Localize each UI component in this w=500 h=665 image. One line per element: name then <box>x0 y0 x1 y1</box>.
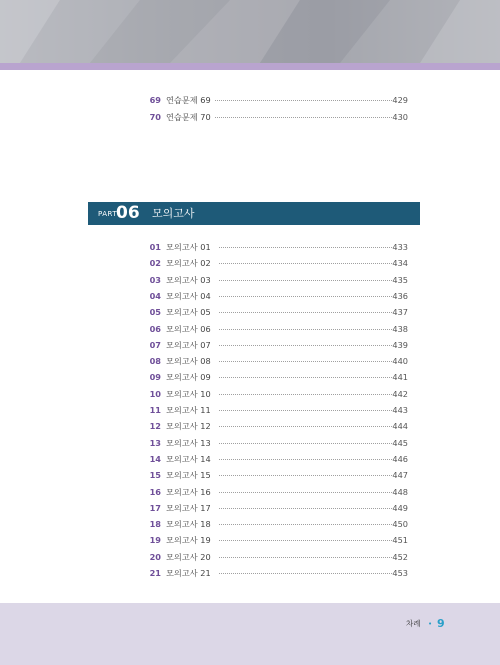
dot-leader <box>219 573 392 574</box>
dot-leader <box>219 296 392 297</box>
entry-number: 14 <box>149 453 161 464</box>
entry-title: 모의고사 05 <box>166 307 211 318</box>
entry-page: 450 <box>392 519 408 530</box>
toc-entry <box>0 484 500 500</box>
dot-leader <box>215 117 392 118</box>
footer-section-label: 차례 <box>406 619 421 628</box>
entry-page: 430 <box>392 111 408 122</box>
entry-title: 모의고사 03 <box>166 274 211 285</box>
toc-entry <box>0 353 500 369</box>
entry-number: 09 <box>149 372 161 383</box>
toc-entry <box>0 288 500 304</box>
dot-leader <box>219 426 392 427</box>
part-title: 모의고사 <box>152 207 195 220</box>
entry-number: 20 <box>149 551 161 562</box>
dot-leader <box>219 377 392 378</box>
entry-number: 17 <box>149 502 161 513</box>
dot-leader <box>219 312 392 313</box>
entry-number: 15 <box>149 470 161 481</box>
entry-number: 08 <box>149 356 161 367</box>
dot-leader <box>219 329 392 330</box>
header-banner <box>0 0 500 63</box>
entry-page: 445 <box>392 437 408 448</box>
toc-entry <box>0 386 500 402</box>
entry-title: 모의고사 20 <box>166 551 211 562</box>
part-number: 06 <box>116 203 140 223</box>
part-label: PART <box>98 210 118 218</box>
entry-page: 453 <box>392 568 408 578</box>
entry-title: 모의고사 19 <box>166 535 211 546</box>
dot-leader <box>219 557 392 558</box>
entry-title: 모의고사 10 <box>166 388 211 399</box>
toc-entry <box>0 467 500 483</box>
toc-entry <box>0 321 500 337</box>
entry-title: 모의고사 17 <box>166 502 211 513</box>
dot-leader <box>219 459 392 460</box>
part-heading <box>88 202 420 225</box>
toc-entry <box>0 337 500 353</box>
toc-entry <box>0 109 500 125</box>
entry-title: 모의고사 13 <box>166 437 211 448</box>
entry-title: 모의고사 21 <box>166 568 211 578</box>
entry-number: 11 <box>149 405 161 415</box>
entry-number: 07 <box>149 339 161 350</box>
toc-entry <box>0 500 500 516</box>
entry-number: 06 <box>149 323 161 334</box>
entry-title: 모의고사 11 <box>166 405 211 415</box>
footer-bullet-icon: • <box>428 620 433 628</box>
entry-page: 437 <box>392 307 408 318</box>
toc-entry <box>0 565 500 581</box>
entry-number: 19 <box>149 535 161 546</box>
entry-title: 모의고사 15 <box>166 470 211 481</box>
toc-entry <box>0 402 500 418</box>
entry-page: 444 <box>392 421 408 432</box>
entry-page: 446 <box>392 453 408 464</box>
entry-page: 436 <box>392 290 408 301</box>
entry-title: 모의고사 06 <box>166 323 211 334</box>
toc-entry <box>0 516 500 532</box>
dot-leader <box>219 247 392 248</box>
dot-leader <box>219 263 392 264</box>
entry-page: 447 <box>392 470 408 481</box>
entry-page: 443 <box>392 405 408 415</box>
entry-page: 438 <box>392 323 408 334</box>
entry-title: 모의고사 16 <box>166 486 211 497</box>
dot-leader <box>219 524 392 525</box>
toc-entry <box>0 92 500 108</box>
entry-page: 441 <box>392 372 408 383</box>
dot-leader <box>219 345 392 346</box>
entry-number: 02 <box>149 258 161 269</box>
entry-title: 모의고사 18 <box>166 519 211 530</box>
entry-page: 435 <box>392 274 408 285</box>
entry-title: 모의고사 14 <box>166 453 211 464</box>
dot-leader <box>219 492 392 493</box>
dot-leader <box>219 361 392 362</box>
toc-entry <box>0 435 500 451</box>
entry-page: 442 <box>392 388 408 399</box>
dot-leader <box>219 410 392 411</box>
entry-title: 모의고사 01 <box>166 242 211 252</box>
entry-number: 13 <box>149 437 161 448</box>
toc-entry <box>0 532 500 548</box>
dot-leader <box>219 508 392 509</box>
entry-title: 연습문제 69 <box>166 95 211 105</box>
header-stripe <box>0 63 500 70</box>
toc-entry <box>0 369 500 385</box>
entry-title: 연습문제 70 <box>166 111 211 122</box>
entry-page: 433 <box>392 242 408 252</box>
entry-page: 429 <box>392 95 408 105</box>
entry-title: 모의고사 02 <box>166 258 211 269</box>
entry-number: 70 <box>149 111 161 122</box>
entry-title: 모의고사 09 <box>166 372 211 383</box>
entry-title: 모의고사 08 <box>166 356 211 367</box>
dot-leader <box>215 100 392 101</box>
entry-number: 12 <box>149 421 161 432</box>
entry-page: 452 <box>392 551 408 562</box>
dot-leader <box>219 280 392 281</box>
entry-number: 05 <box>149 307 161 318</box>
dot-leader <box>219 475 392 476</box>
entry-number: 04 <box>149 290 161 301</box>
toc-entry <box>0 272 500 288</box>
toc-entry <box>0 418 500 434</box>
entry-page: 449 <box>392 502 408 513</box>
dot-leader <box>219 443 392 444</box>
entry-number: 21 <box>149 568 161 578</box>
page-footer <box>0 603 500 665</box>
toc-entry <box>0 255 500 271</box>
entry-page: 439 <box>392 339 408 350</box>
entry-page: 434 <box>392 258 408 269</box>
entry-page: 448 <box>392 486 408 497</box>
page-number: 9 <box>437 617 445 630</box>
entry-title: 모의고사 04 <box>166 290 211 301</box>
entry-page: 440 <box>392 356 408 367</box>
entry-number: 18 <box>149 519 161 530</box>
entry-number: 10 <box>149 388 161 399</box>
toc-entry <box>0 304 500 320</box>
entry-title: 모의고사 07 <box>166 339 211 350</box>
toc-entry <box>0 239 500 255</box>
entry-number: 03 <box>149 274 161 285</box>
dot-leader <box>219 540 392 541</box>
toc-entry <box>0 451 500 467</box>
entry-number: 16 <box>149 486 161 497</box>
banner-pattern <box>0 0 500 63</box>
dot-leader <box>219 394 392 395</box>
entry-number: 69 <box>149 95 161 105</box>
entry-page: 451 <box>392 535 408 546</box>
toc-entry <box>0 549 500 565</box>
entry-title: 모의고사 12 <box>166 421 211 432</box>
entry-number: 01 <box>149 242 161 252</box>
